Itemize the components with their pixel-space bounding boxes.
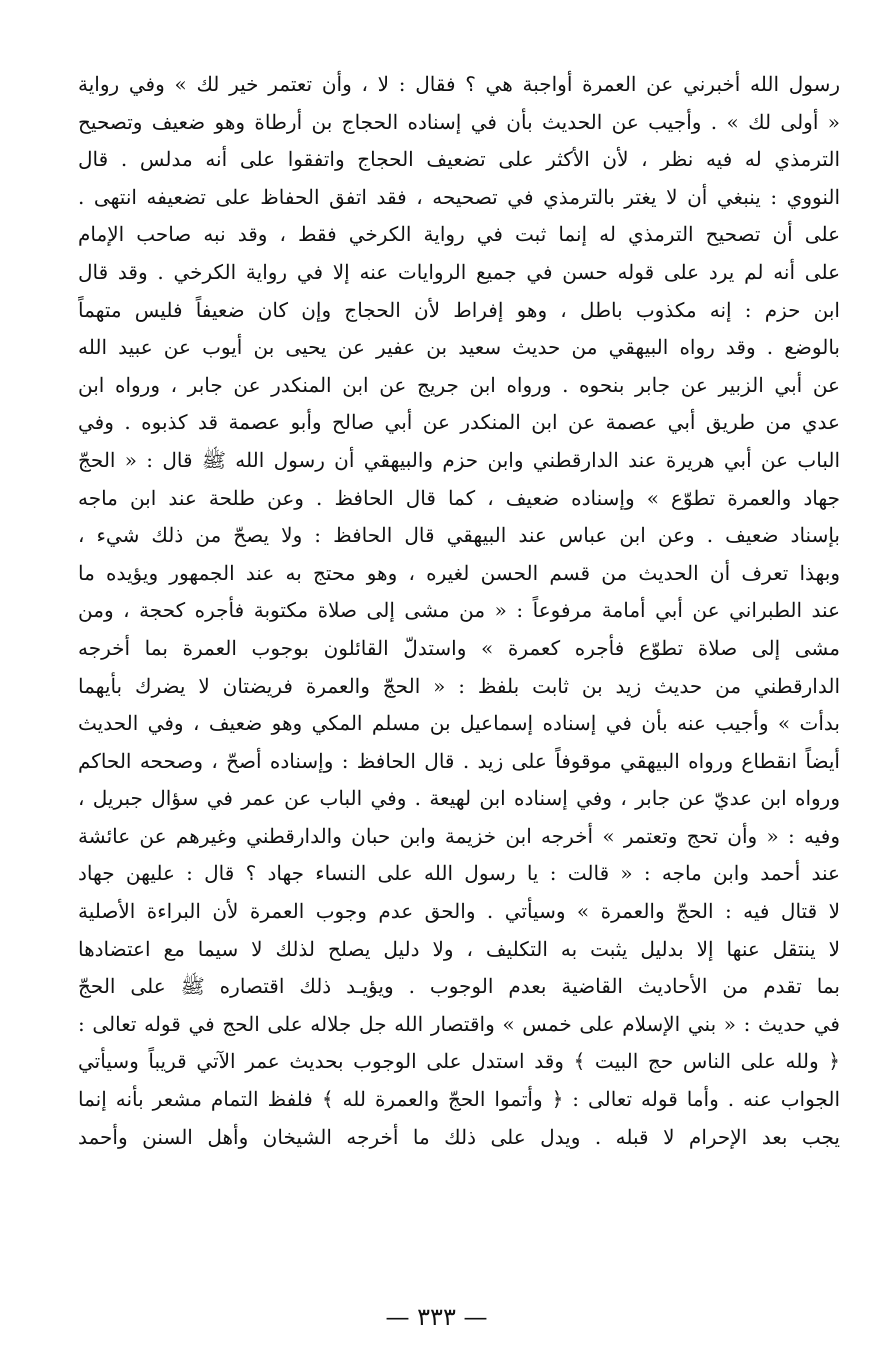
text-line: ابن حزم : إنه مكذوب باطل ، وهو إفراط لأن الحجاج وإن كان ضعيفاً فليس متهماً xyxy=(78,297,840,322)
page-body-text xyxy=(78,66,840,1156)
text-line: بإسناد ضعيف . وعن ابن عباس عند البيهقي قال الحافظ : ولا يصحّ من ذلك شيء ، xyxy=(78,523,840,548)
text-line: الباب عن أبي هريرة عند الدارقطني وابن حزم والبيهقي أن رسول الله ﷺ قال : « الحجّ xyxy=(78,447,840,472)
text-line: الدارقطني من حديث زيد بن ثابت بلفظ : « الحجّ والعمرة فريضتان لا يضرك بأيهما xyxy=(78,673,840,698)
text-line: وفيه : « وأن تحج وتعتمر » أخرجه ابن خزيمة وابن حبان والدارقطني وغيرهم عن عائشة xyxy=(78,823,840,848)
page-number: — ٣٣٣ — xyxy=(385,1303,488,1331)
text-line: عند أحمد وابن ماجه : « قالت : يا رسول الله على النساء جهاد ؟ قال : عليهن جهاد xyxy=(78,861,840,886)
text-line: لا ينتقل عنها إلا بدليل يثبت به التكليف ، ولا دليل يصلح لذلك لا سيما مع اعتضادها xyxy=(78,936,840,961)
text-line: النووي : ينبغي أن لا يغتر بالترمذي في تصحيحه ، فقد اتفق الحفاظ على تضعيفه انتهى . xyxy=(78,184,840,209)
text-line: عند الطبراني عن أبي أمامة مرفوعاً : « من مشى إلى صلاة مكتوبة فأجره كحجة ، ومن xyxy=(78,598,840,623)
text-line: عدي من طريق أبي عصمة عن ابن المنكدر عن أبي صالح وأبو عصمة قد كذبوه . وفي xyxy=(78,410,840,435)
text-line: جهاد والعمرة تطوّع » وإسناده ضعيف ، كما قال الحافظ . وعن طلحة عند ابن ماجه xyxy=(78,485,840,510)
text-line: وبهذا تعرف أن الحديث من قسم الحسن لغيره ، وهو محتج به عند الجمهور ويؤيده ما xyxy=(78,560,840,585)
text-line: مشى إلى صلاة تطوّع فأجره كعمرة » واستدلّ القائلون بوجوب العمرة بما أخرجه xyxy=(78,635,840,660)
text-line: يجب بعد الإحرام لا قبله . ويدل على ذلك ما أخرجه الشيخان وأهل السنن وأحمد xyxy=(78,1124,840,1149)
text-line: في حديث : « بني الإسلام على خمس » واقتصار الله جل جلاله على الحج في قوله تعالى : xyxy=(78,1011,840,1036)
text-line: الجواب عنه . وأما قوله تعالى : ﴿ وأتموا الحجّ والعمرة لله ﴾ فلفظ التمام مشعر بأنه إنما xyxy=(78,1087,840,1112)
text-line: على أنه لم يرد على قوله حسن في جميع الروايات عنه إلا في رواية الكرخي . وقد قال xyxy=(78,259,840,284)
text-line: رسول الله أخبرني عن العمرة أواجبة هي ؟ فقال : لا ، وأن تعتمر خير لك » وفي رواية xyxy=(78,72,840,96)
text-line: أيضاً انقطاع ورواه البيهقي موقوفاً على زيد . قال الحافظ : وإسناده أصحّ ، وصححه الحاكم xyxy=(78,748,840,773)
text-line: ورواه ابن عديّ عن جابر ، وفي إسناده ابن لهيعة . وفي الباب عن عمر في سؤال جبريل ، xyxy=(78,786,840,811)
text-line: ﴿ ولله على الناس حج البيت ﴾ وقد استدل على الوجوب بحديث عمر الآتي قريباً وسيأتي xyxy=(78,1049,840,1074)
text-line: بالوضع . وقد رواه البيهقي من حديث سعيد بن عفير عن يحيى بن أيوب عن عبيد الله xyxy=(78,335,840,360)
text-line: على أن تصحيح الترمذي له إنما ثبت في رواية الكرخي فقط ، وقد نبه صاحب الإمام xyxy=(78,222,840,247)
text-line: بدأت » وأجيب عنه بأن في إسناده إسماعيل بن مسلم المكي وهو ضعيف ، وفي الحديث xyxy=(78,711,840,736)
text-line: بما تقدم من الأحاديث القاضية بعدم الوجوب . ويؤيـد ذلك اقتصاره ﷺ على الحجّ xyxy=(78,974,840,999)
text-line: عن أبي الزبير عن جابر بنحوه . ورواه ابن جريج عن ابن المنكدر عن جابر ، ورواه ابن xyxy=(78,372,840,397)
text-line: « أولى لك » . وأجيب عن الحديث بأن في إسناده الحجاج بن أرطاة وهو ضعيف وتصحيح xyxy=(78,109,840,134)
text-line: لا قتال فيه : الحجّ والعمرة » وسيأتي . والحق عدم وجوب العمرة لأن البراءة الأصلية xyxy=(78,899,840,924)
text-line: الترمذي له فيه نظر ، لأن الأكثر على تضعيف الحجاج واتفقوا على أنه مدلس . قال xyxy=(78,147,840,172)
